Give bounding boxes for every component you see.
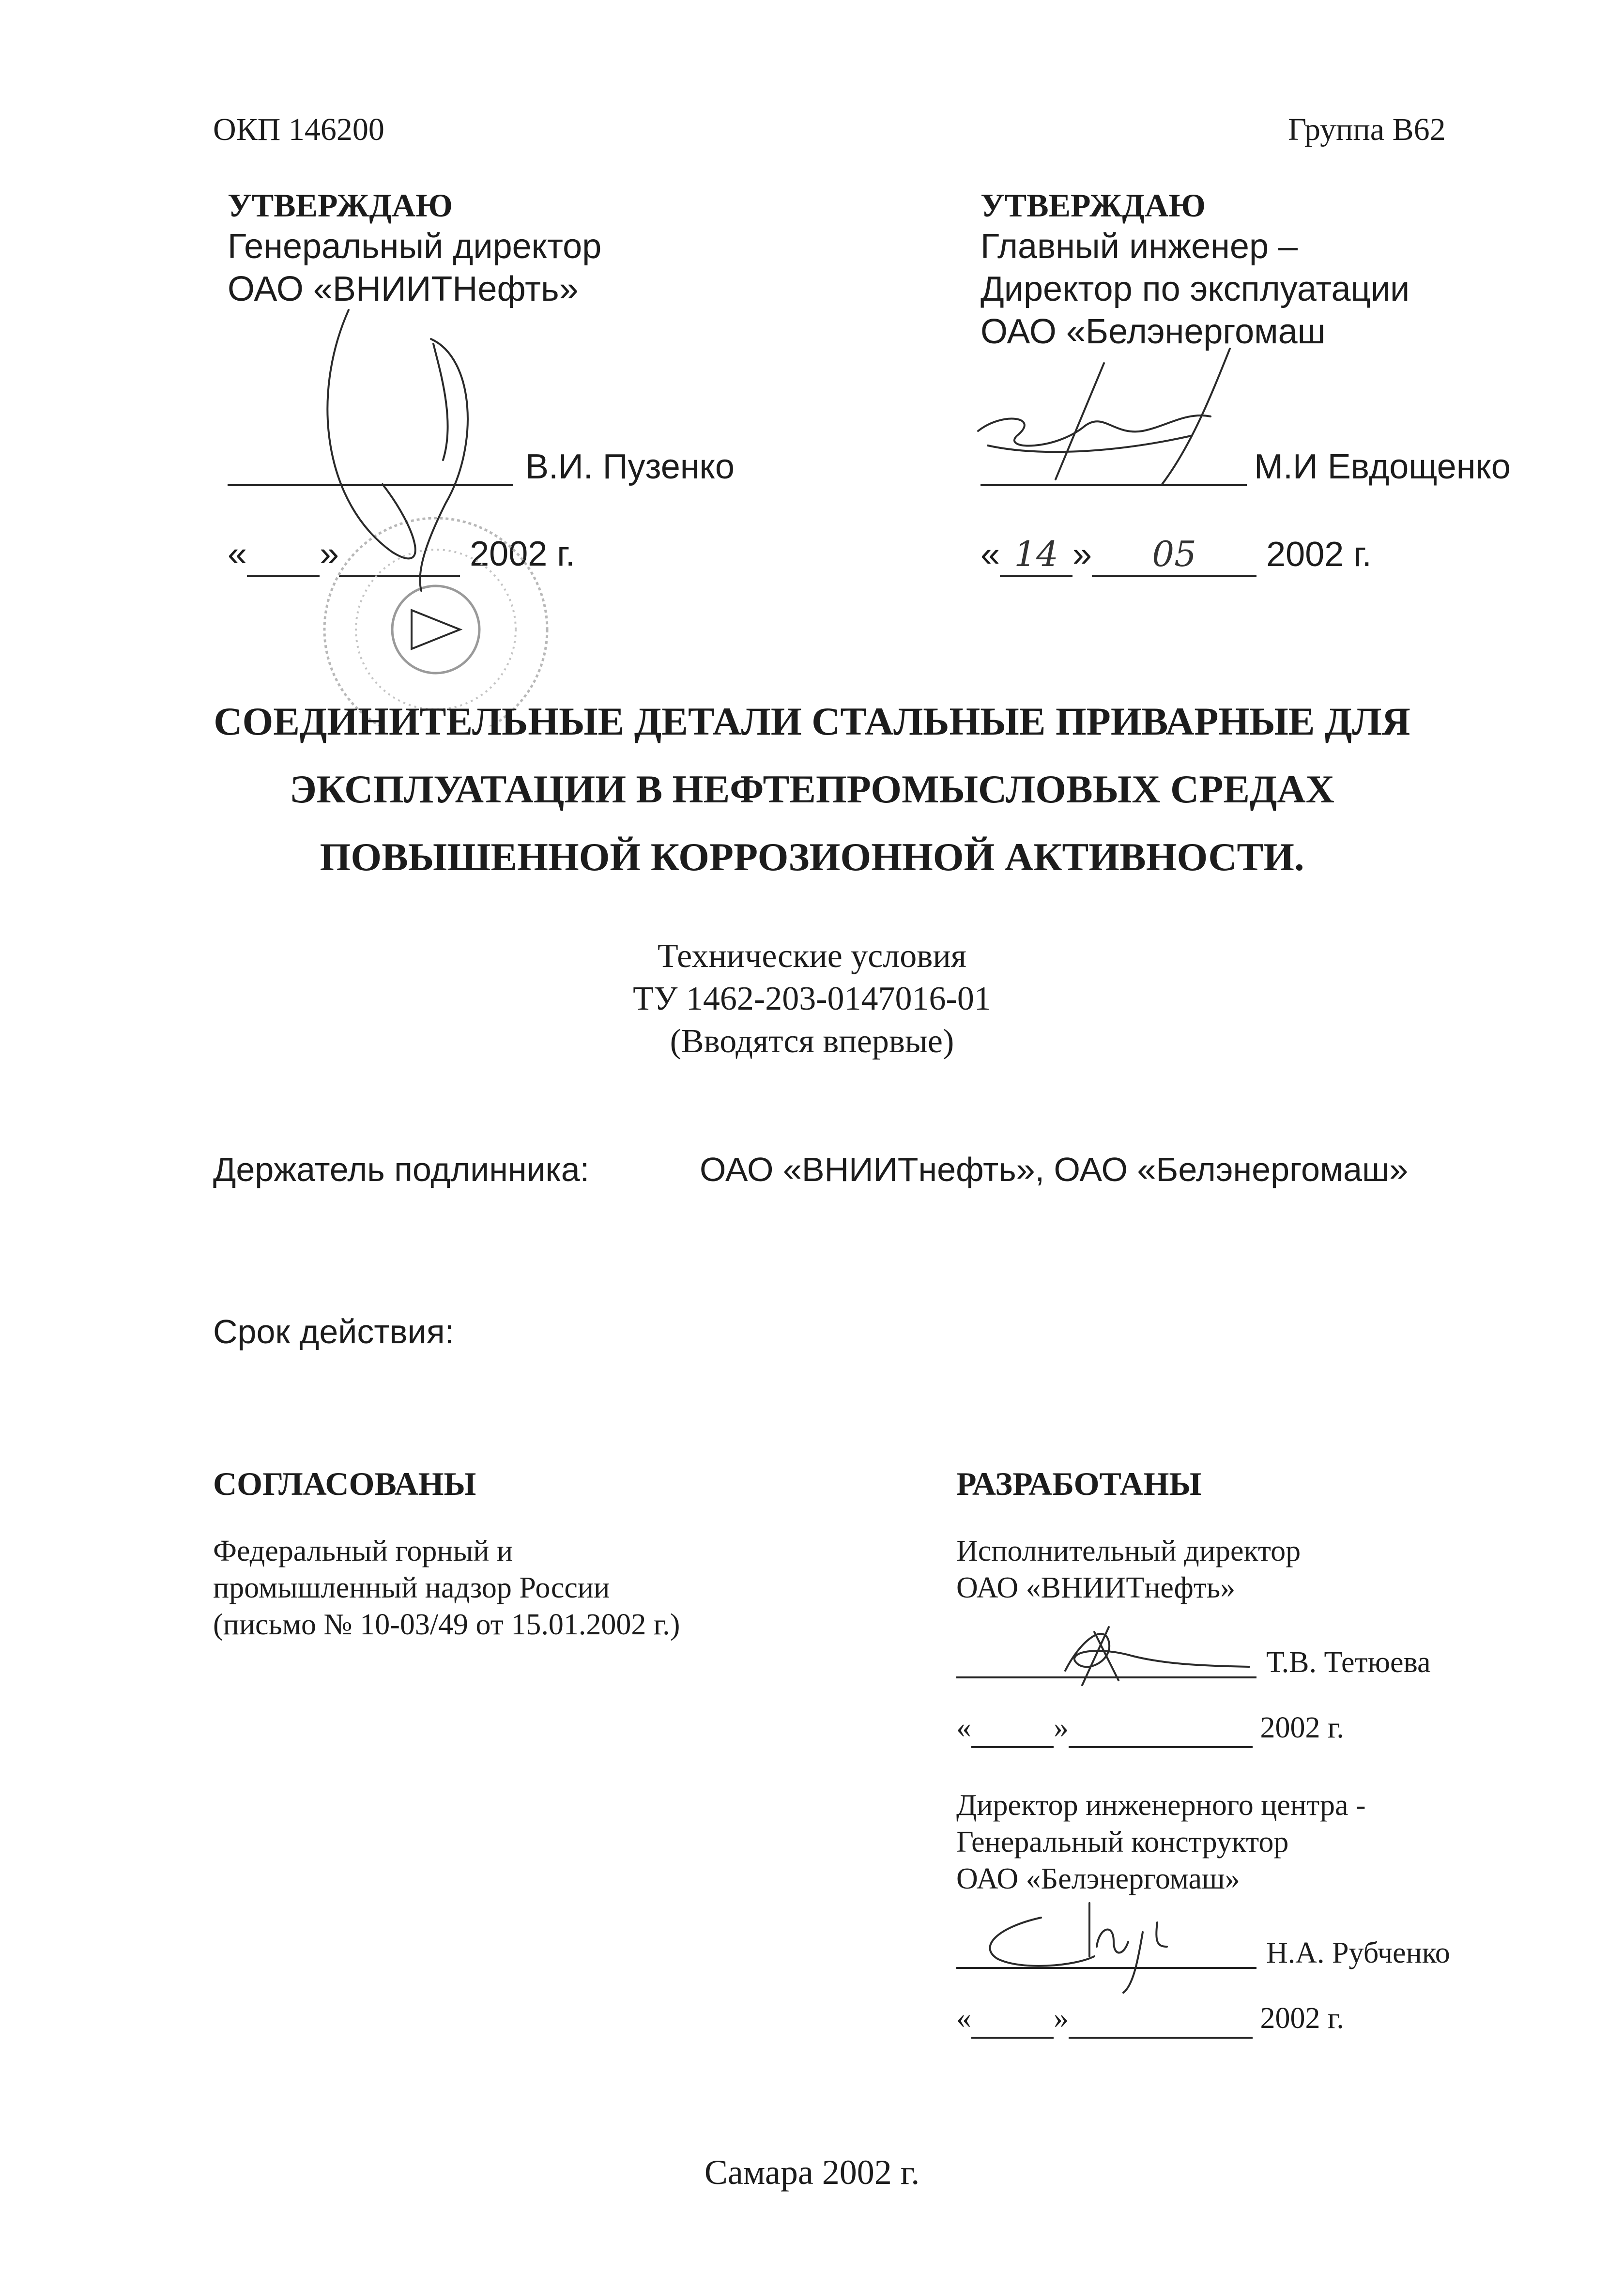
developed-1-signatory: Т.В. Тетюева xyxy=(1266,1646,1431,1679)
date-quote-open: « xyxy=(956,1711,971,1744)
subtitle-note: (Вводятся впервые) xyxy=(670,1023,954,1060)
agreed-line2: промышленный надзор России xyxy=(213,1571,610,1604)
validity-label: Срок действия: xyxy=(213,1313,455,1351)
approval-left-signatory: В.И. Пузенко xyxy=(525,447,735,486)
date-quote-open: « xyxy=(981,535,1000,574)
signature-developer2-icon xyxy=(968,1874,1240,2000)
holder-label: Держатель подлинника: xyxy=(213,1151,590,1188)
date-year: 2002 г. xyxy=(1260,2002,1344,2035)
date-year: 2002 г. xyxy=(1266,535,1372,574)
date-year: 2002 г. xyxy=(1260,1711,1344,1744)
developed-2-signatory: Н.А. Рубченко xyxy=(1266,1936,1450,1969)
developed-1-organization: ОАО «ВНИИТнефть» xyxy=(956,1571,1236,1604)
developed-1-position: Исполнительный директор xyxy=(956,1535,1301,1567)
signature-developer1-icon xyxy=(1036,1613,1259,1690)
date-quote-close: » xyxy=(1054,2002,1069,2035)
date-day-blank xyxy=(971,1709,1054,1748)
developed-2-position-line2: Генеральный конструктор xyxy=(956,1826,1289,1859)
developed-1-date xyxy=(956,1709,1344,1748)
developed-heading: РАЗРАБОТАНЫ xyxy=(956,1465,1202,1502)
subtitle-type: Технические условия xyxy=(658,937,966,975)
date-quote-open: « xyxy=(956,2002,971,2035)
date-month-blank xyxy=(1069,1709,1253,1748)
subtitle-code: ТУ 1462-203-0147016-01 xyxy=(633,980,991,1017)
developed-2-organization: ОАО «Белэнергомаш» xyxy=(956,1862,1240,1895)
seal-stamp-icon xyxy=(271,300,639,726)
date-day: 14 xyxy=(1000,533,1072,577)
date-day-blank xyxy=(971,2000,1054,2039)
okp-code: ОКП 146200 xyxy=(213,112,384,147)
agreed-line1: Федеральный горный и xyxy=(213,1535,513,1567)
agreed-line3: (письмо № 10-03/49 от 15.01.2002 г.) xyxy=(213,1608,680,1641)
document-title-line3: ПОВЫШЕННОЙ КОРРОЗИОННОЙ АКТИВНОСТИ. xyxy=(320,835,1304,879)
date-year: 2002 г. xyxy=(470,535,575,573)
approval-right-position-line1: Главный инженер – xyxy=(981,227,1298,266)
approval-left-organization: ОАО «ВНИИТНефть» xyxy=(228,270,579,308)
approval-right-organization: ОАО «Белэнергомаш xyxy=(981,312,1326,351)
developed-2-position-line1: Директор инженерного центра - xyxy=(956,1789,1366,1822)
place-year: Самара 2002 г. xyxy=(704,2153,920,2192)
approval-right-date xyxy=(981,533,1372,577)
developed-2-date xyxy=(956,2000,1344,2039)
group-code: Группа В62 xyxy=(1288,112,1446,147)
document-title-line2: ЭКСПЛУАТАЦИИ В НЕФТЕПРОМЫСЛОВЫХ СРЕДАХ xyxy=(290,767,1334,811)
holder-value: ОАО «ВНИИТнефть», ОАО «Белэнергомаш» xyxy=(700,1151,1409,1188)
agreed-heading: СОГЛАСОВАНЫ xyxy=(213,1465,476,1502)
date-month: 05 xyxy=(1092,533,1256,577)
approval-left-heading: УТВЕРЖДАЮ xyxy=(228,187,453,224)
document-title-line1: СОЕДИНИТЕЛЬНЫЕ ДЕТАЛИ СТАЛЬНЫЕ ПРИВАРНЫЕ ДЛЯ xyxy=(214,699,1410,743)
approval-left-position: Генеральный директор xyxy=(228,227,602,266)
date-quote-open: « xyxy=(228,535,247,573)
date-quote-close: » xyxy=(1054,1711,1069,1744)
signature-right-icon xyxy=(959,339,1307,499)
approval-right-position-line2: Директор по эксплуатации xyxy=(981,270,1410,308)
approval-right-heading: УТВЕРЖДАЮ xyxy=(981,187,1206,224)
date-month-blank xyxy=(1069,2000,1253,2039)
date-quote-close: » xyxy=(320,535,339,573)
date-quote-close: » xyxy=(1072,535,1092,574)
approval-right-signatory: М.И Евдощенко xyxy=(1254,447,1511,486)
